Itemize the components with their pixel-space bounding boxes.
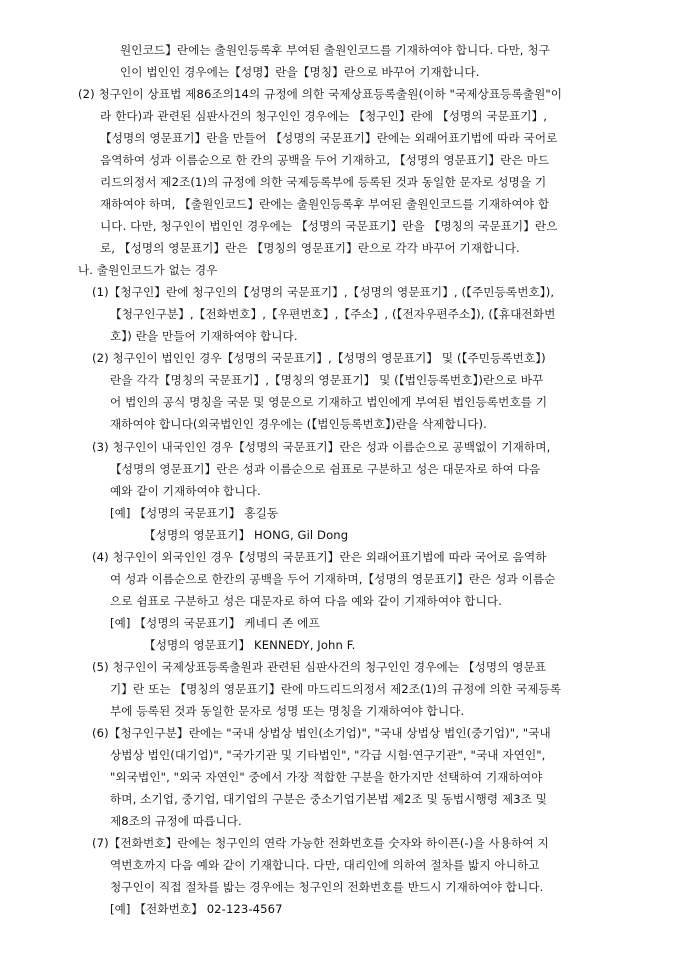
section-heading: 나. 출원인코드가 없는 경우 [78,263,218,277]
text-line: 라 한다)과 관련된 심판사건의 청구인인 경우에는 【청구인】란에 【성명의 국문표기】, [100,109,548,123]
example-line: [예] 【전화번호】 02-123-4567 [110,902,283,916]
text-line: 니다. 다만, 청구인이 법인인 경우에는 【성명의 국문표기】란을 【명칭의 국문표기】란으 [100,219,558,233]
text-line: 로, 【성명의 영문표기】란은 【명칭의 영문표기】란으로 각각 바꾸어 기재합니다. [100,241,520,255]
text-line: (6)【청구인구분】란에는 "국내 상법상 법인(소기업)", "국내 상법상 법인(중기업)", "국내 [92,726,551,740]
text-line: "외국법인", "외국 자연인" 중에서 가장 적합한 구분을 한가지만 선택하여 기재하여야 [110,770,543,784]
text-line: 원인코드】란에는 출원인등록후 부여된 출원인코드를 기재하여야 합니다. 다만, 청구 [120,43,550,57]
text-line: (1)【청구인】란에 청구인의【성명의 국문표기】,【성명의 영문표기】, (【주민등록번호】), [92,285,555,299]
example-line: 【성명의 영문표기】 KENNEDY, John F. [144,638,356,652]
text-line: 하며, 소기업, 중기업, 대기업의 구분은 중소기업기본법 제2조 및 동법시행령 제3조 및 [110,792,548,806]
example-line: [예] 【성명의 국문표기】 케네디 존 에프 [110,616,320,630]
text-line: 재하여야 합니다(외국법인인 경우에는 (【법인등록번호】)란을 삭제합니다). [110,417,487,431]
example-line: 【성명의 영문표기】 HONG, Gil Dong [144,528,349,542]
text-line: 호】) 란을 만들어 기재하여야 합니다. [110,329,298,343]
text-line: 인이 법인인 경우에는【성명】란을【명칭】란으로 바꾸어 기재합니다. [120,65,480,79]
text-line: 역번호까지 다음 예와 같이 기재합니다. 다만, 대리인에 의하여 절차를 밟지 아니하고 [110,858,540,872]
text-line: 상법상 법인(대기업)", "국가기관 및 기타법인", "각급 시험·연구기관", "국내 자연인", [110,748,546,762]
text-line: 기】란 또는 【명칭의 영문표기】란에 마드리드의정서 제2조(1)의 규정에 의한 국제등록 [110,682,562,696]
text-line: 부에 등록된 것과 동일한 문자로 성명 또는 명칭을 기재하여야 합니다. [110,704,465,718]
text-line: 제8조의 규정에 따릅니다. [110,814,242,828]
text-line: (4) 청구인이 외국인인 경우【성명의 국문표기】란은 외래어표기법에 따라 국어로 음역하 [92,550,547,564]
text-line: 【성명의 영문표기】란은 성과 이름순으로 쉼표로 구분하고 성은 대문자로 하여 다음 [110,462,541,476]
text-line: 청구인이 직접 절차를 밟는 경우에는 청구인의 전화번호를 반드시 기재하여야 합니다. [110,880,544,894]
text-line: 란을 각각【명칭의 국문표기】,【명칭의 영문표기】 및 (【법인등록번호】)란으로 바꾸 [110,373,544,387]
text-line: 음역하여 성과 이름순으로 한 칸의 공백을 두어 기재하고, 【성명의 영문표기】란은 마드 [100,153,550,167]
text-line: (7)【전화번호】란에는 청구인의 연락 가능한 전화번호를 숫자와 하이픈(-)을 사용하여 지 [92,836,549,850]
text-line: 리드의정서 제2조(1)의 규정에 의한 국제등록부에 등록된 것과 동일한 문자로 성명을 기 [100,175,547,189]
text-line: 재하여야 하며, 【출원인코드】란에는 출원인등록후 부여된 출원인코드를 기재하여야 합 [100,197,550,211]
text-line: (2) 청구인이 상표법 제86조의14의 규정에 의한 국제상표등록출원(이하 "국제상표등록출원"이 [78,87,563,101]
example-line: [예] 【성명의 국문표기】 홍길동 [110,506,279,520]
text-line: 예와 같이 기재하여야 합니다. [110,484,261,498]
text-line: (3) 청구인이 내국인인 경우【성명의 국문표기】란은 성과 이름순으로 공백없이 기재하며, [92,440,551,454]
text-line: 【성명의 영문표기】란을 만들어 【성명의 국문표기】란에는 외래어표기법에 따라 국어로 [100,131,558,145]
text-line: 여 성과 이름순으로 한칸의 공백을 두어 기재하며,【성명의 영문표기】란은 성과 이름순 [110,572,556,586]
text-line: (5) 청구인이 국제상표등록출원과 관련된 심판사건의 청구인인 경우에는 【성명의 영문표 [92,660,547,674]
text-line: 【청구인구분】,【전화번호】,【우편번호】,【주소】, (【전자우편주소】), (【휴대전화번 [110,307,556,321]
text-line: 어 법인의 공식 명칭을 국문 및 영문으로 기재하고 법인에게 부여된 법인등록번호를 기 [110,395,548,409]
text-line: (2) 청구인이 법인인 경우【성명의 국문표기】,【성명의 영문표기】 및 (【주민등록번호】) [92,351,546,365]
text-line: 으로 쉼표로 구분하고 성은 대문자로 하여 다음 예와 같이 기재하여야 합니다. [110,594,502,608]
